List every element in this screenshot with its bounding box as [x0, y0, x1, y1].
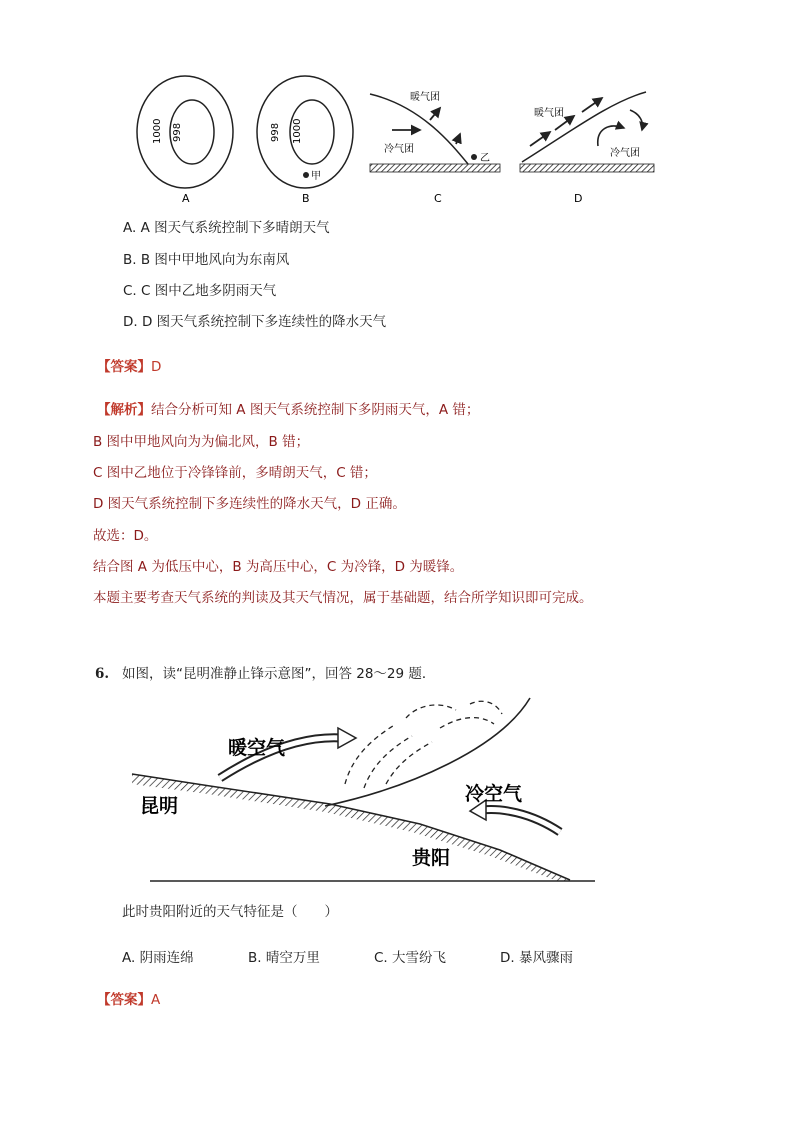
warm-air-label: 暖空气 — [228, 737, 286, 759]
diagram-c — [370, 90, 500, 205]
q5-analysis-line-1 — [97, 398, 479, 418]
isobar-label-outer-a: 1000 — [152, 118, 163, 144]
q6-answer-label: 【答案】 — [97, 992, 151, 1008]
diagram-b — [257, 76, 353, 205]
q6-option-a: A. 阴雨连绵 — [122, 950, 194, 966]
q5-analysis-line-2: B 图中甲地风向为为偏北风，B 错； — [93, 434, 310, 450]
q5-option-c: C. C 图中乙地多阴雨天气 — [123, 283, 277, 299]
q6-option-c: C. 大雪纷飞 — [374, 950, 447, 966]
diagram-a — [137, 76, 233, 205]
q6-question: 此时贵阳附近的天气特征是（ ） — [122, 904, 338, 920]
q6-option-b: B. 晴空万里 — [248, 950, 320, 966]
isobar-label-outer-b: 998 — [270, 122, 281, 142]
q5-answer-value: D — [151, 359, 162, 375]
q5-option-d: D. D 图天气系统控制下多连续性的降水天气 — [123, 314, 387, 330]
q5-analysis-line-7: 本题主要考查天气系统的判读及其天气情况，属于基础题，结合所学知识即可完成。 — [93, 590, 593, 606]
point-jia-marker — [303, 172, 309, 178]
q5-analysis-line-3: C 图中乙地位于冷锋锋前，多晴朗天气，C 错； — [93, 465, 377, 481]
q5-analysis-line-4: D 图天气系统控制下多连续性的降水天气，D 正确。 — [93, 496, 406, 512]
ground-d — [520, 164, 654, 172]
kunming-front-figure — [120, 688, 600, 888]
point-yi-marker — [471, 154, 477, 160]
q6-stem-text: 如图，读“昆明准静止锋示意图”，回答 28～29 题． — [121, 666, 436, 682]
cold-air-label-c: 冷气团 — [384, 144, 414, 155]
warm-air-label-d: 暖气团 — [534, 108, 564, 119]
cold-air-label-d: 冷气团 — [610, 148, 640, 159]
diagram-label-d: D — [574, 192, 583, 205]
q6-stem — [95, 662, 435, 682]
q5-analysis-line-6: 结合图 A 为低压中心，B 为高压中心，C 为冷锋，D 为暖锋。 — [93, 559, 464, 575]
warm-air-label-c: 暖气团 — [410, 92, 440, 103]
q5-answer-label: 【答案】 — [97, 359, 151, 375]
cold-air-label: 冷空气 — [465, 783, 523, 805]
q6-answer-value: A — [151, 992, 161, 1008]
diagram-label-b: B — [302, 192, 310, 205]
q6-answer — [97, 988, 160, 1008]
isobar-label-inner-b: 1000 — [292, 118, 303, 144]
weather-systems-figure — [130, 72, 660, 212]
q5-option-a: A. A 图天气系统控制下多晴朗天气 — [123, 220, 330, 236]
kunming-label: 昆明 — [140, 795, 179, 817]
q5-option-b: B. B 图中甲地风向为东南风 — [123, 252, 290, 268]
q5-answer — [97, 355, 161, 375]
q6-option-d: D. 暴风骤雨 — [500, 950, 573, 966]
q5-analysis-label: 【解析】 — [97, 402, 151, 418]
q6-number: 6. — [95, 666, 110, 682]
point-yi-label: 乙 — [480, 153, 490, 164]
diagram-d — [520, 92, 654, 205]
q5-analysis-line-5: 故选：D。 — [93, 528, 158, 544]
point-jia-label: 甲 — [311, 171, 321, 182]
isobar-label-inner-a: 998 — [172, 122, 183, 142]
ground-c — [370, 164, 500, 172]
guiyang-label: 贵阳 — [412, 847, 451, 869]
diagram-label-a: A — [182, 192, 190, 205]
diagram-label-c: C — [434, 192, 442, 205]
q5-analysis-text-1: 结合分析可知 A 图天气系统控制下多阴雨天气，A 错； — [151, 402, 480, 418]
